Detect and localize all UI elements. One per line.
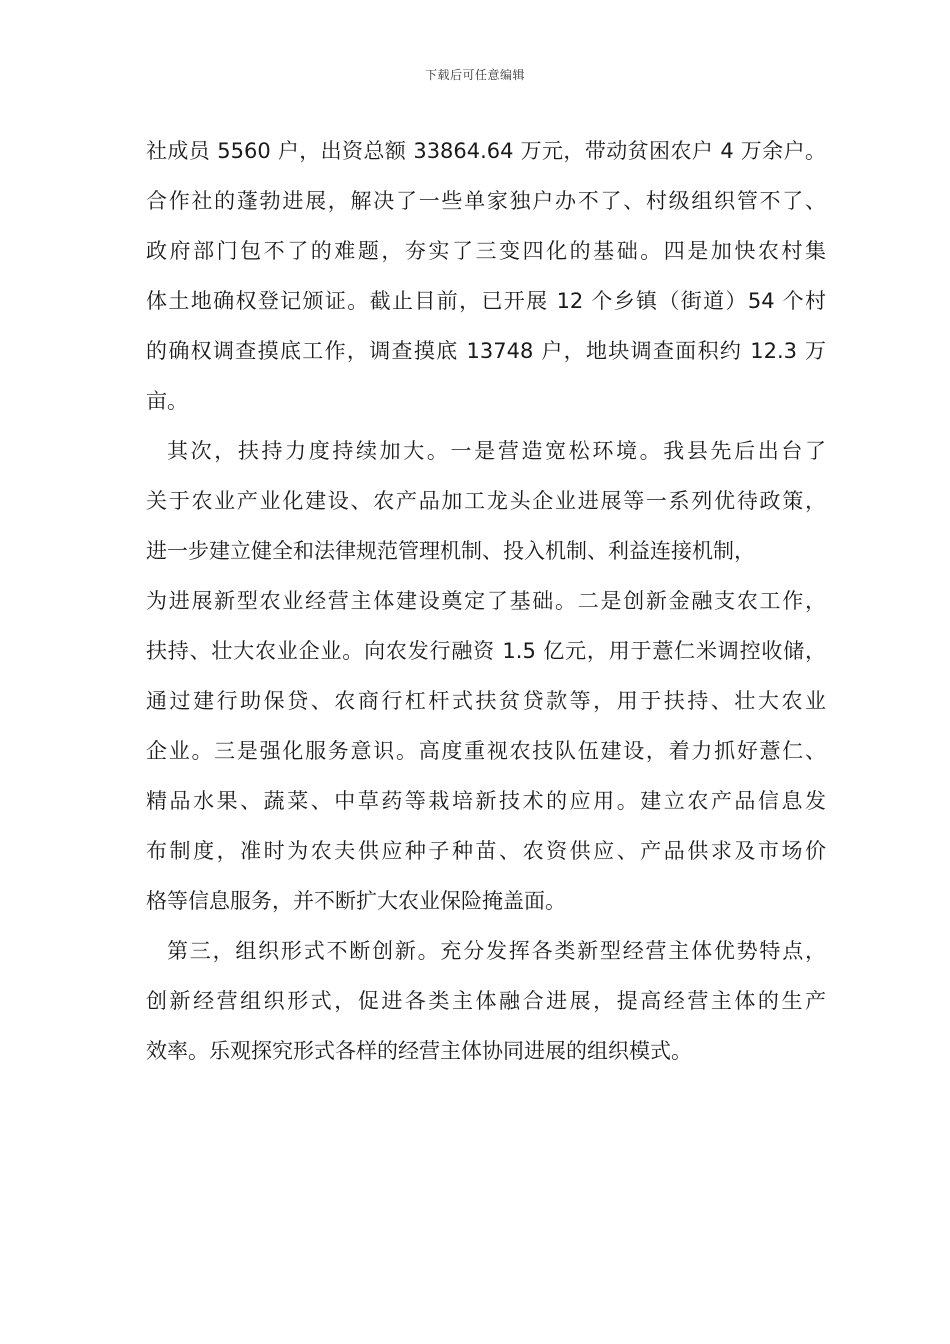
paragraph-3 [146, 926, 826, 1076]
paragraph-1 [146, 126, 826, 426]
text-line: 政府部门包不了的难题，夯实了三变四化的基础。四是加快农村集 [146, 239, 826, 263]
text-line: 扶持、壮大农业企业。向农发行融资 1.5 亿元，用于薏仁米调控收储， [146, 639, 826, 663]
text-line: 格等信息服务，并不断扩大农业保险掩盖面。 [146, 889, 566, 913]
text-line: 关于农业产业化建设、农产品加工龙头企业进展等一系列优待政策， [146, 489, 826, 513]
text-line: 进一步建立健全和法律规范管理机制、投入机制、利益连接机制， [146, 539, 755, 563]
text-line: 效率。乐观探究形式各样的经营主体协同进展的组织模式。 [146, 1039, 692, 1063]
text-line: 企业。三是强化服务意识。高度重视农技队伍建设，着力抓好薏仁、 [146, 739, 826, 763]
text-line: 的确权调查摸底工作，调查摸底 13748 户，地块调查面积约 12.3 万 [146, 339, 826, 363]
text-line: 社成员 5560 户，出资总额 33864.64 万元，带动贫困农户 4 万余户。 [146, 139, 826, 163]
text-line: 第三，组织形式不断创新。充分发挥各类新型经营主体优势特点， [167, 939, 826, 963]
text-line: 精品水果、蔬菜、中草药等栽培新技术的应用。建立农产品信息发 [146, 789, 826, 813]
document-body [146, 126, 826, 1076]
text-line: 体土地确权登记颁证。截止目前，已开展 12 个乡镇（街道）54 个村 [146, 289, 826, 313]
text-line: 通过建行助保贷、农商行杠杆式扶贫贷款等，用于扶持、壮大农业 [146, 689, 826, 713]
page-header: 下载后可任意编辑 [424, 68, 525, 82]
text-line: 布制度，准时为农夫供应种子种苗、农资供应、产品供求及市场价 [146, 839, 826, 863]
text-line: 亩。 [146, 389, 188, 413]
text-line: 创新经营组织形式，促进各类主体融合进展，提高经营主体的生产 [146, 989, 826, 1013]
text-line: 合作社的蓬勃进展，解决了一些单家独户办不了、村级组织管不了、 [146, 189, 826, 213]
paragraph-2 [146, 426, 826, 926]
text-line: 为进展新型农业经营主体建设奠定了基础。二是创新金融支农工作， [146, 589, 826, 613]
text-line: 其次，扶持力度持续加大。一是营造宽松环境。我县先后出台了 [167, 439, 826, 463]
